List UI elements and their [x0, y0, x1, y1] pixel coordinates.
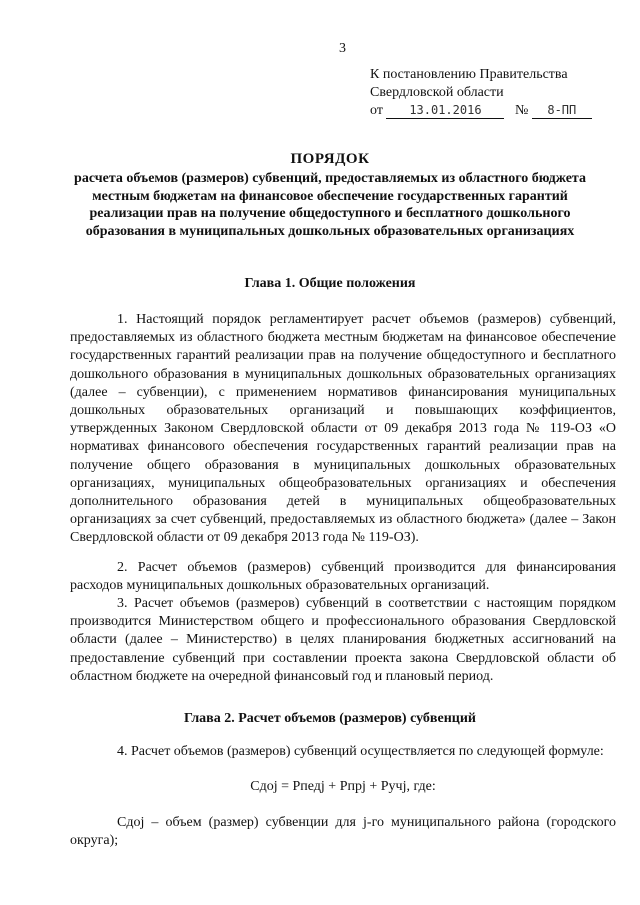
document-subtitle: расчета объемов (размеров) субвенций, предоставляемых из областного бюджета местным бюджетам на финансовое обеспечение государственных гарантий реализации прав на получение общедоступного и бесплатного дошкольного образования в муниципальных дошкольных образовательных организациях — [74, 171, 586, 239]
approval-number: 8-ПП — [532, 103, 592, 119]
chapter-2-heading: Глава 2. Расчет объемов (размеров) субвенций — [184, 711, 476, 726]
page-number: 3 — [339, 41, 346, 56]
paragraph-4: 4. Расчет объемов (размеров) субвенций осуществляется по следующей формуле: — [117, 744, 604, 759]
chapter-1-heading: Глава 1. Общие положения — [244, 276, 416, 291]
approval-date: 13.01.2016 — [386, 103, 504, 119]
document-title: ПОРЯДОК — [290, 151, 370, 167]
approval-line-2: Свердловской области — [370, 85, 504, 100]
paragraph-2: 2. Расчет объемов (размеров) субвенций производится для финансирования расходов муниципальных дошкольных образовательных организаций. — [70, 560, 616, 594]
date-prefix: от — [370, 103, 383, 118]
approval-date-row — [370, 102, 620, 120]
approval-line-1: К постановлению Правительства — [370, 67, 568, 82]
paragraph-3: 3. Расчет объемов (размеров) субвенций в соответствии с настоящим порядком производится Министерством общего и профессионального образования Свердловской области (далее – Министерство) в целях планирования бюджетных ассигнований на предоставление субвенций при составлении проекта закона Свердловской области об областном бюджете на очередной финансовый год и плановый период. — [70, 596, 616, 684]
paragraph-1: 1. Настоящий порядок регламентирует расчет объемов (размеров) субвенций, предоставляемых из областного бюджета местным бюджетам на финансовое обеспечение государственных гарантий реализации прав на получение общедоступного и бесплатного дошкольного образования в муниципальных дошкольных образовательных организациях (далее – субвенции), с применением нормативов финансирования муниципальных дошкольных образовательных организаций и повышающих коэффициентов, утвержденных Законом Свердловской области от 09 декабря 2013 года № 119-ОЗ «О нормативах финансового обеспечения государственных гарантий реализации прав на получение общего образования в муниципальных дошкольных образовательных организациях, муниципальных общеобразовательных организациях и обеспечения дополнительного образования детей в муниципальных общеобразовательных организациях за счет субвенций, предоставляемых из областного бюджета» (далее – Закон Свердловской области от 09 декабря 2013 года № 119-ОЗ). — [70, 312, 616, 546]
approval-block — [370, 66, 620, 120]
number-prefix: № — [514, 103, 529, 118]
formula: Сдоj = Рпедj + Рпрj + Ручj, где: — [250, 779, 436, 794]
paragraph-5: Сдоj – объем (размер) субвенции для j-го муниципального района (городского округа); — [70, 815, 616, 849]
